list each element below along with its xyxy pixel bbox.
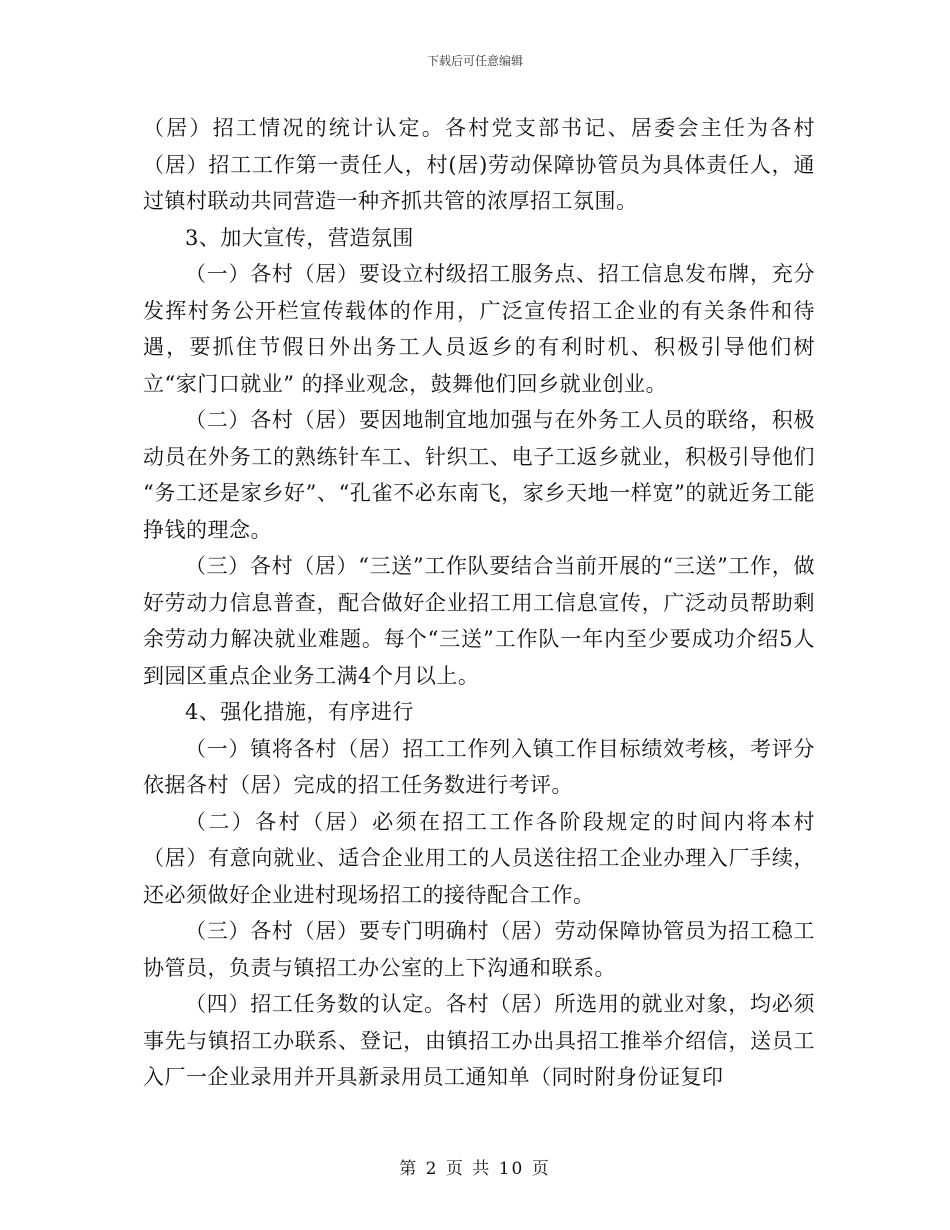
document-body — [143, 110, 815, 1096]
paragraph-4-4: （四）招工任务数的认定。各村（居）所选用的就业对象，均必须事先与镇招工办联系、登记，由镇招工办出具招工推举介绍信，送员工入厂一企业录用并开具新录用员工通知单（同时附身份证复印 — [143, 992, 815, 1089]
section-heading-3: 3、加大宣传，营造氛围 — [185, 225, 414, 250]
paragraph-3-2: （二）各村（居）要因地制宜地加强与在外务工人员的联络，积极动员在外务工的熟练针车工、针织工、电子工返乡就业，积极引导他们 “务工还是家乡好”、“孔雀不必东南飞，家乡天地一样宽”的就近务工能挣钱的理念。 — [143, 408, 815, 542]
paragraph-3-1: （一）各村（居）要设立村级招工服务点、招工信息发布牌，充分发挥村务公开栏宣传载体的作用，广泛宣传招工企业的有关条件和待遇，要抓住节假日外出务工人员返乡的有利时机、积极引导他们树立“家门口就业” 的择业观念，鼓舞他们回乡就业创业。 — [143, 262, 815, 396]
page-footer: 第 2 页 共 10 页 — [399, 1159, 551, 1179]
page-header: 下载后可任意编辑 — [426, 54, 523, 68]
section-heading-4: 4、强化措施，有序进行 — [185, 700, 414, 724]
paragraph-3-3: （三）各村（居）“三送”工作队要结合当前开展的“三送”工作，做好劳动力信息普查，配合做好企业招工用工信息宣传，广泛动员帮助剩余劳动力解决就业难题。每个“三送”工作队一年内至少要成功介绍5人到园区重点企业务工满4个月以上。 — [143, 554, 815, 688]
paragraph-1: （居）招工情况的统计认定。各村党支部书记、居委会主任为各村（居）招工工作第一责任人，村(居)劳动保障协管员为具体责任人，通过镇村联动共同营造一种齐抓共管的浓厚招工氛围。 — [143, 116, 815, 213]
paragraph-4-2: （二）各村（居）必须在招工工作各阶段规定的时间内将本村（居）有意向就业、适合企业用工的人员送往招工企业办理入厂手续，还必须做好企业进村现场招工的接待配合工作。 — [143, 809, 815, 907]
paragraph-4-3: （三）各村（居）要专门明确村（居）劳动保障协管员为招工稳工协管员，负责与镇招工办公室的上下沟通和联系。 — [143, 919, 815, 980]
paragraph-4-1: （一）镇将各村（居）招工工作列入镇工作目标绩效考核，考评分依据各村（居）完成的招工任务数进行考评。 — [143, 736, 815, 797]
